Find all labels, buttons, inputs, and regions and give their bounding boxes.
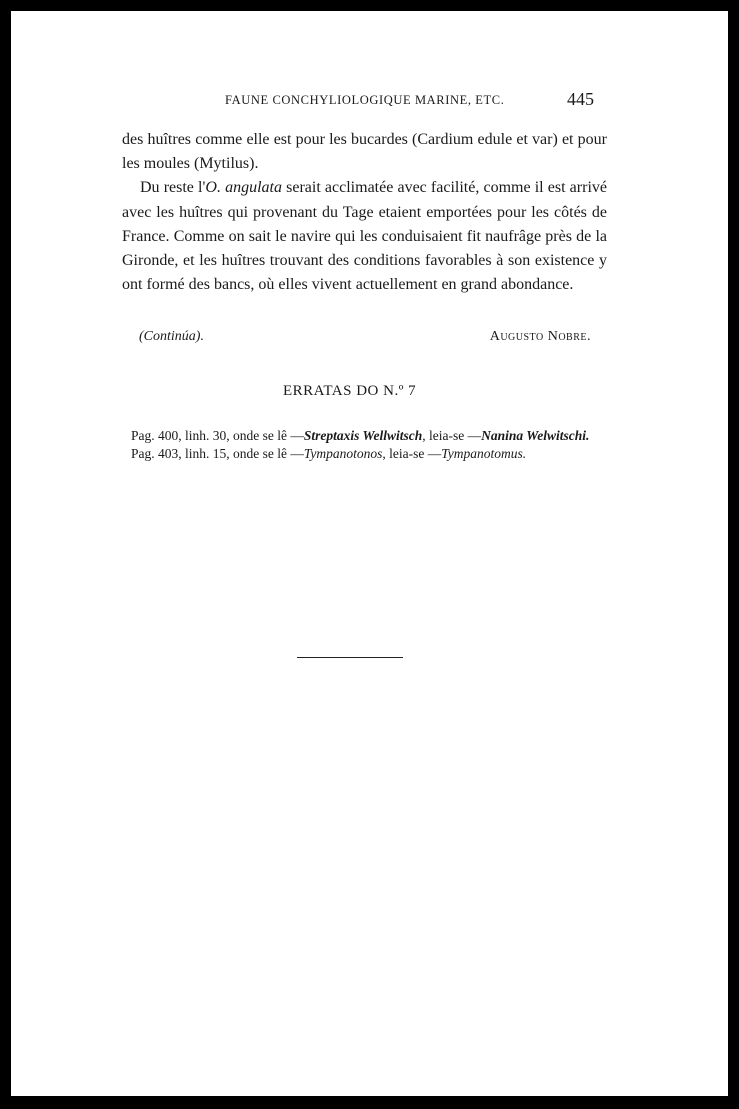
errata-title: ERRATAS DO N.º 7 [283,383,417,399]
errata-list [122,427,607,463]
paragraph-2-post: serait acclimatée avec facilité, comme il est arrivé avec les huîtres qui provenant du Tage etaient emportées pour les côtés de France. Comme on sait le navire qui les conduisaient fit naufrâge près de la Gironde, et les huîtres trouvant des conditions favorables à son existence y ont formé des bancs, où elles vivent actuellement en grand abondance. [122,179,607,294]
paragraph-2-pre: Du reste l' [140,179,206,197]
errata-wrong: Tympanotonos [303,446,383,461]
continua-note: (Continúa). [139,329,204,344]
errata-wrong: Streptaxis Wellwitsch [303,428,423,443]
page-number: 445 [567,89,594,109]
errata-entry [122,427,607,445]
body-text [122,128,607,297]
species-name: O. angulata [205,179,282,197]
page [11,11,728,1096]
errata-right: Tympanotomus. [441,446,527,461]
running-title: FAUNE CONCHYLIOLOGIQUE MARINE, ETC. [225,93,505,107]
author-name: Augusto Nobre. [489,329,591,344]
errata-right: Nanina Welwitschi. [481,428,590,443]
paragraph-1: des huîtres comme elle est pour les bucardes (Cardium edule et var) et pour les moules (Mytilus). [122,131,607,173]
paragraph-2 [122,176,607,297]
section-rule [297,657,403,658]
errata-mid: , leia-se — [422,428,482,443]
errata-ref: Pag. 403, linh. 15, onde se lê — [131,446,304,461]
errata-entry [122,445,607,463]
errata-mid: , leia-se — [382,446,442,461]
errata-ref: Pag. 400, linh. 30, onde se lê — [131,428,304,443]
